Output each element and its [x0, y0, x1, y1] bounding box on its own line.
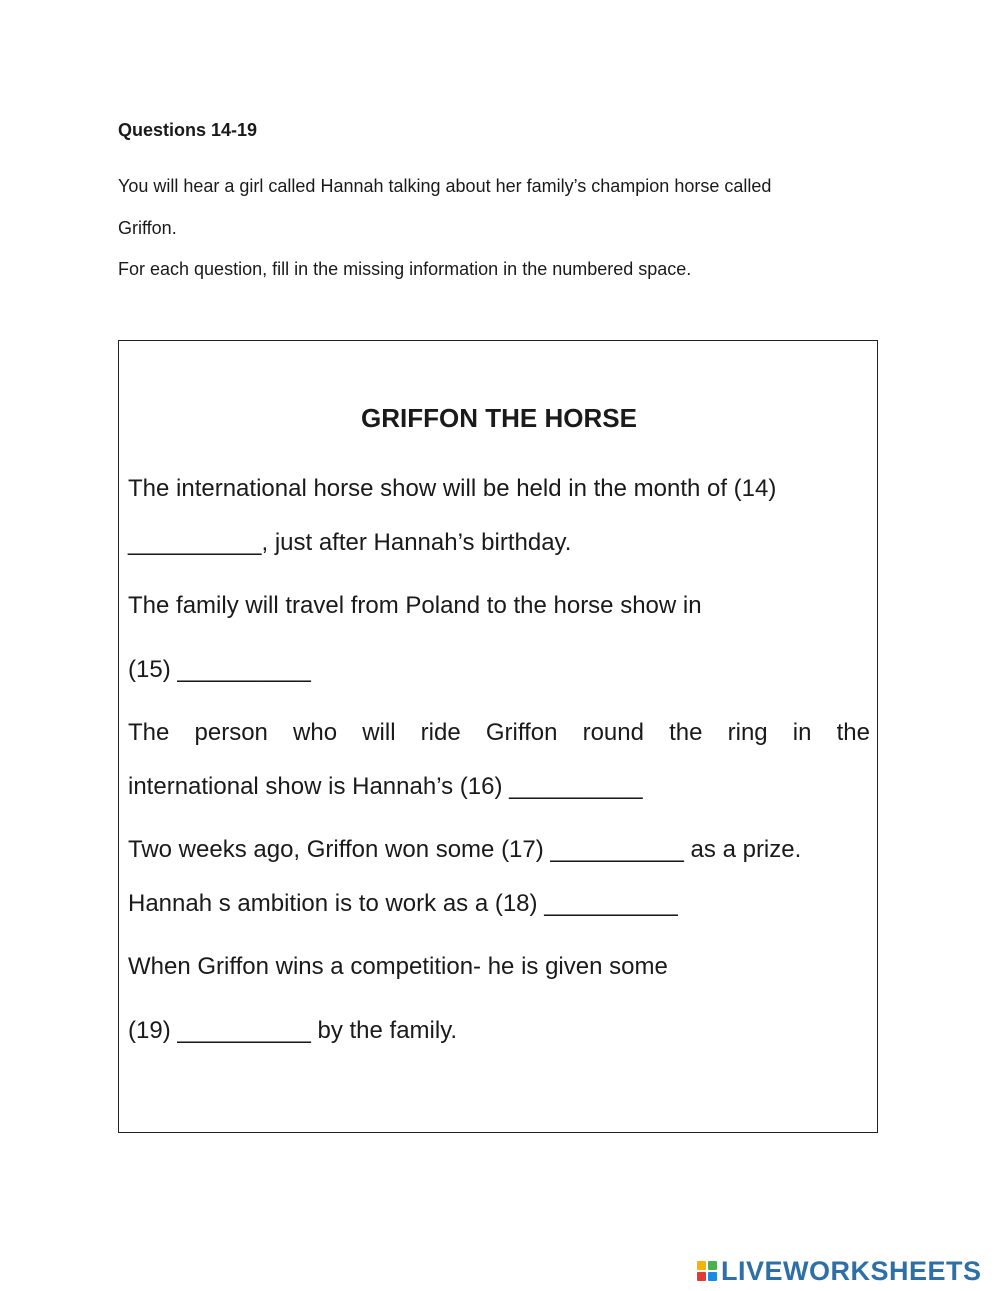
liveworksheets-logo — [697, 1256, 982, 1286]
word: will — [362, 719, 396, 746]
logo-text: LIVEWORKSHEETS — [721, 1255, 982, 1286]
questions-heading: Questions 14-19 — [118, 120, 258, 140]
sentence-18: Hannah s ambition is to work as a (18) __________ — [128, 890, 678, 917]
sentence-17: Two weeks ago, Griffon won some (17) __________ as a prize. — [128, 836, 802, 863]
logo-block — [697, 1261, 706, 1270]
word: who — [293, 719, 338, 746]
word: ring — [727, 719, 768, 746]
sentence-14-line-2: __________, just after Hannah’s birthday. — [128, 529, 572, 556]
sentence-16-line-1 — [128, 718, 870, 748]
logo-block — [708, 1261, 717, 1270]
sentence-14-line-1: The international horse show will be held in the month of (14) — [128, 475, 777, 502]
sentence-16-line-2: international show is Hannah’s (16) __________ — [128, 773, 643, 800]
word: person — [194, 719, 268, 746]
word: The — [128, 719, 170, 746]
word: Griffon — [485, 719, 558, 746]
box-title: GRIFFON THE HORSE — [361, 403, 637, 433]
logo-block — [697, 1272, 706, 1281]
word: ride — [420, 719, 461, 746]
sentence-19-line-2: (19) __________ by the family. — [128, 1017, 458, 1044]
sentence-19-line-1: When Griffon wins a competition- he is given some — [128, 953, 668, 980]
logo-block — [708, 1272, 717, 1281]
word: in — [792, 719, 812, 746]
worksheet-box — [118, 340, 878, 1133]
word: the — [669, 719, 703, 746]
word: the — [836, 719, 870, 746]
sentence-15-line-1: The family will travel from Poland to the horse show in — [128, 592, 702, 619]
liveworksheets-logo-icon — [697, 1261, 717, 1281]
instruction-text: For each question, fill in the missing information in the numbered space. — [118, 259, 692, 279]
intro-text-line-1: You will hear a girl called Hannah talking about her family’s champion horse called — [118, 176, 772, 196]
intro-text-line-2: Griffon. — [118, 218, 177, 238]
word: round — [582, 719, 644, 746]
sentence-15-line-2: (15) __________ — [128, 656, 311, 683]
